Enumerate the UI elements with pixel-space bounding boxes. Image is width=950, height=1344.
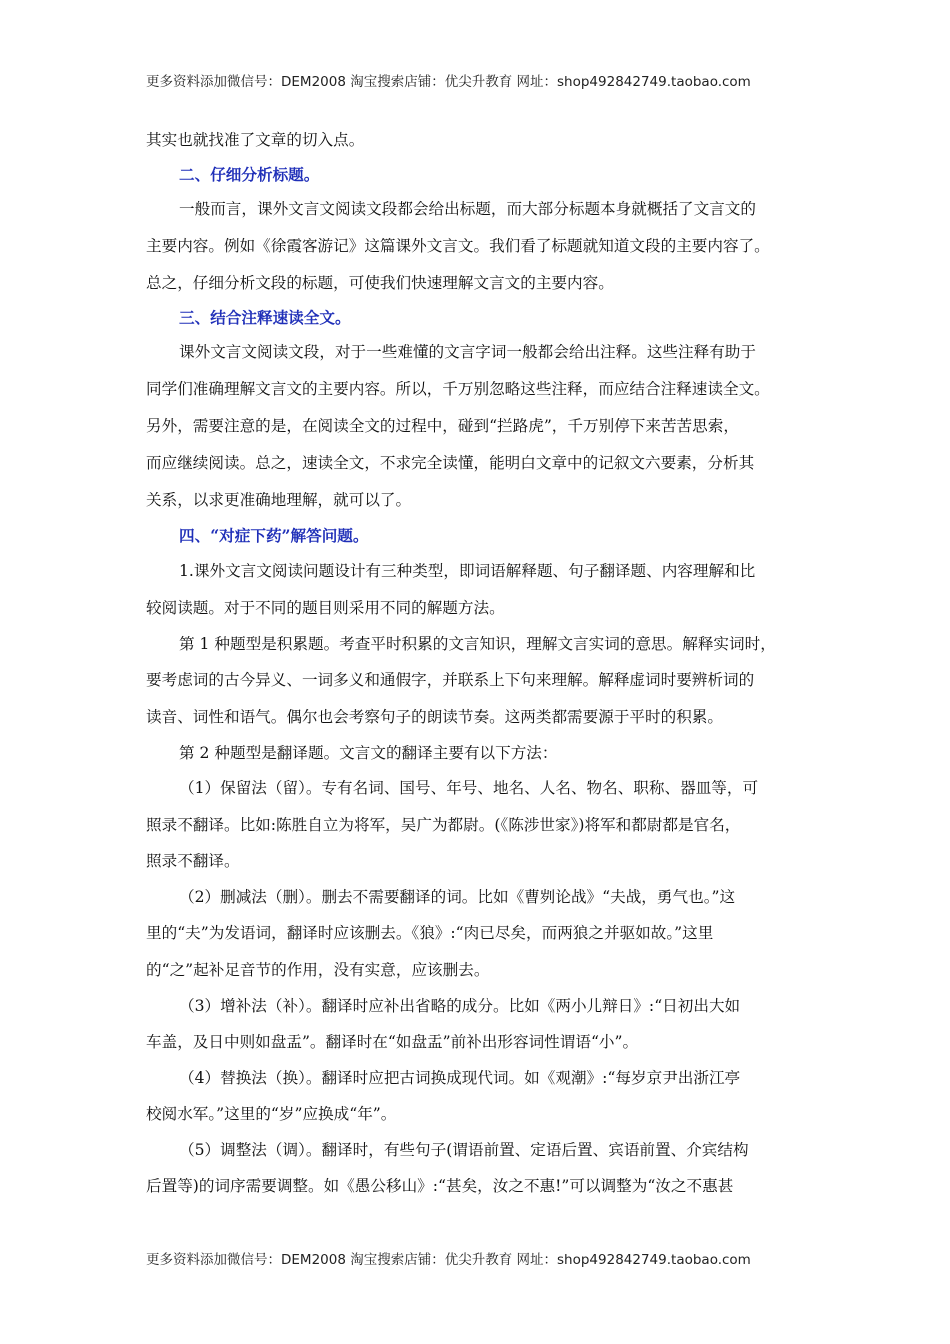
body-line: 照录不翻译。 [146, 852, 240, 870]
body-line: 第 2 种题型是翻译题。文言文的翻译主要有以下方法： [179, 744, 558, 762]
body-line: 照录不翻译。比如:陈胜自立为将军，吴广为都尉。(《陈涉世家》)将军和都尉都是官名， [146, 816, 741, 834]
body-line: 较阅读题。对于不同的题目则采用不同的解题方法。 [146, 599, 505, 617]
body-line: 校阅水军。”这里的“岁”应换成“年”。 [146, 1105, 397, 1123]
body-line: 而应继续阅读。总之，速读全文，不求完全读懂，能明白文章中的记叙文六要素，分析其 [146, 454, 755, 472]
body-line: 总之，仔细分析文段的标题，可使我们快速理解文言文的主要内容。 [146, 274, 614, 292]
body-line: （2）删减法（删）。删去不需要翻译的词。比如《曹刿论战》“夫战，勇气也。”这 [179, 888, 736, 906]
body-line: 课外文言文阅读文段，对于一些难懂的文言字词一般都会给出注释。这些注释有助于 [179, 343, 756, 361]
page-footer: 更多资料添加微信号：DEM2008 淘宝搜索店铺：优尖升教育 网址：shop492842749.taobao.com [146, 1252, 751, 1268]
body-line: 的“之”起补足音节的作用，没有实意，应该删去。 [146, 961, 490, 979]
body-line: 车盖，及日中则如盘盂”。翻译时在“如盘盂”前补出形容词性谓语“小”。 [146, 1033, 639, 1051]
body-line: 其实也就找准了文章的切入点。 [146, 131, 365, 149]
body-line: 读音、词性和语气。偶尔也会考察句子的朗读节奏。这两类都需要源于平时的积累。 [146, 708, 723, 726]
body-line: 另外，需要注意的是，在阅读全文的过程中，碰到“拦路虎”，千万别停下来苦苦思索， [146, 417, 739, 435]
body-line: （1）保留法（留）。专有名词、国号、年号、地名、人名、物名、职称、器皿等，可 [179, 779, 759, 797]
body-line: 一般而言，课外文言文阅读文段都会给出标题，而大部分标题本身就概括了文言文的 [179, 200, 756, 218]
body-line: 要考虑词的古今异义、一词多义和通假字，并联系上下句来理解。解释虚词时要辨析词的 [146, 671, 755, 689]
section-heading: 三、结合注释速读全文。 [179, 308, 351, 327]
body-line: （5）调整法（调）。翻译时，有些句子(谓语前置、定语后置、宾语前置、介宾结构 [179, 1141, 749, 1159]
body-line: 后置等)的词序需要调整。如《愚公移山》:“甚矣，汝之不惠!”可以调整为“汝之不惠甚 [146, 1177, 734, 1195]
body-line: 第 1 种题型是积累题。考查平时积累的文言知识，理解文言实词的意思。解释实词时， [179, 635, 776, 653]
page-header: 更多资料添加微信号：DEM2008 淘宝搜索店铺：优尖升教育 网址：shop492842749.taobao.com [146, 74, 751, 90]
body-line: （4）替换法（换）。翻译时应把古词换成现代词。如《观潮》:“每岁京尹出浙江亭 [179, 1069, 741, 1087]
body-line: 里的“夫”为发语词，翻译时应该删去。《狼》:“肉已尽矣，而两狼之并驱如故。”这里 [146, 924, 714, 942]
body-line: 1.课外文言文阅读问题设计有三种类型，即词语解释题、句子翻译题、内容理解和比 [179, 562, 756, 580]
section-heading: 四、“对症下药”解答问题。 [179, 526, 369, 545]
body-line: 主要内容。例如《徐霞客游记》这篇课外文言文。我们看了标题就知道文段的主要内容了。 [146, 237, 770, 255]
body-line: 同学们准确理解文言文的主要内容。所以，千万别忽略这些注释，而应结合注释速读全文。 [146, 380, 770, 398]
section-heading: 二、仔细分析标题。 [179, 165, 320, 184]
body-line: 关系，以求更准确地理解，就可以了。 [146, 491, 412, 509]
body-line: （3）增补法（补）。翻译时应补出省略的成分。比如《两小儿辩日》:“日初出大如 [179, 997, 741, 1015]
